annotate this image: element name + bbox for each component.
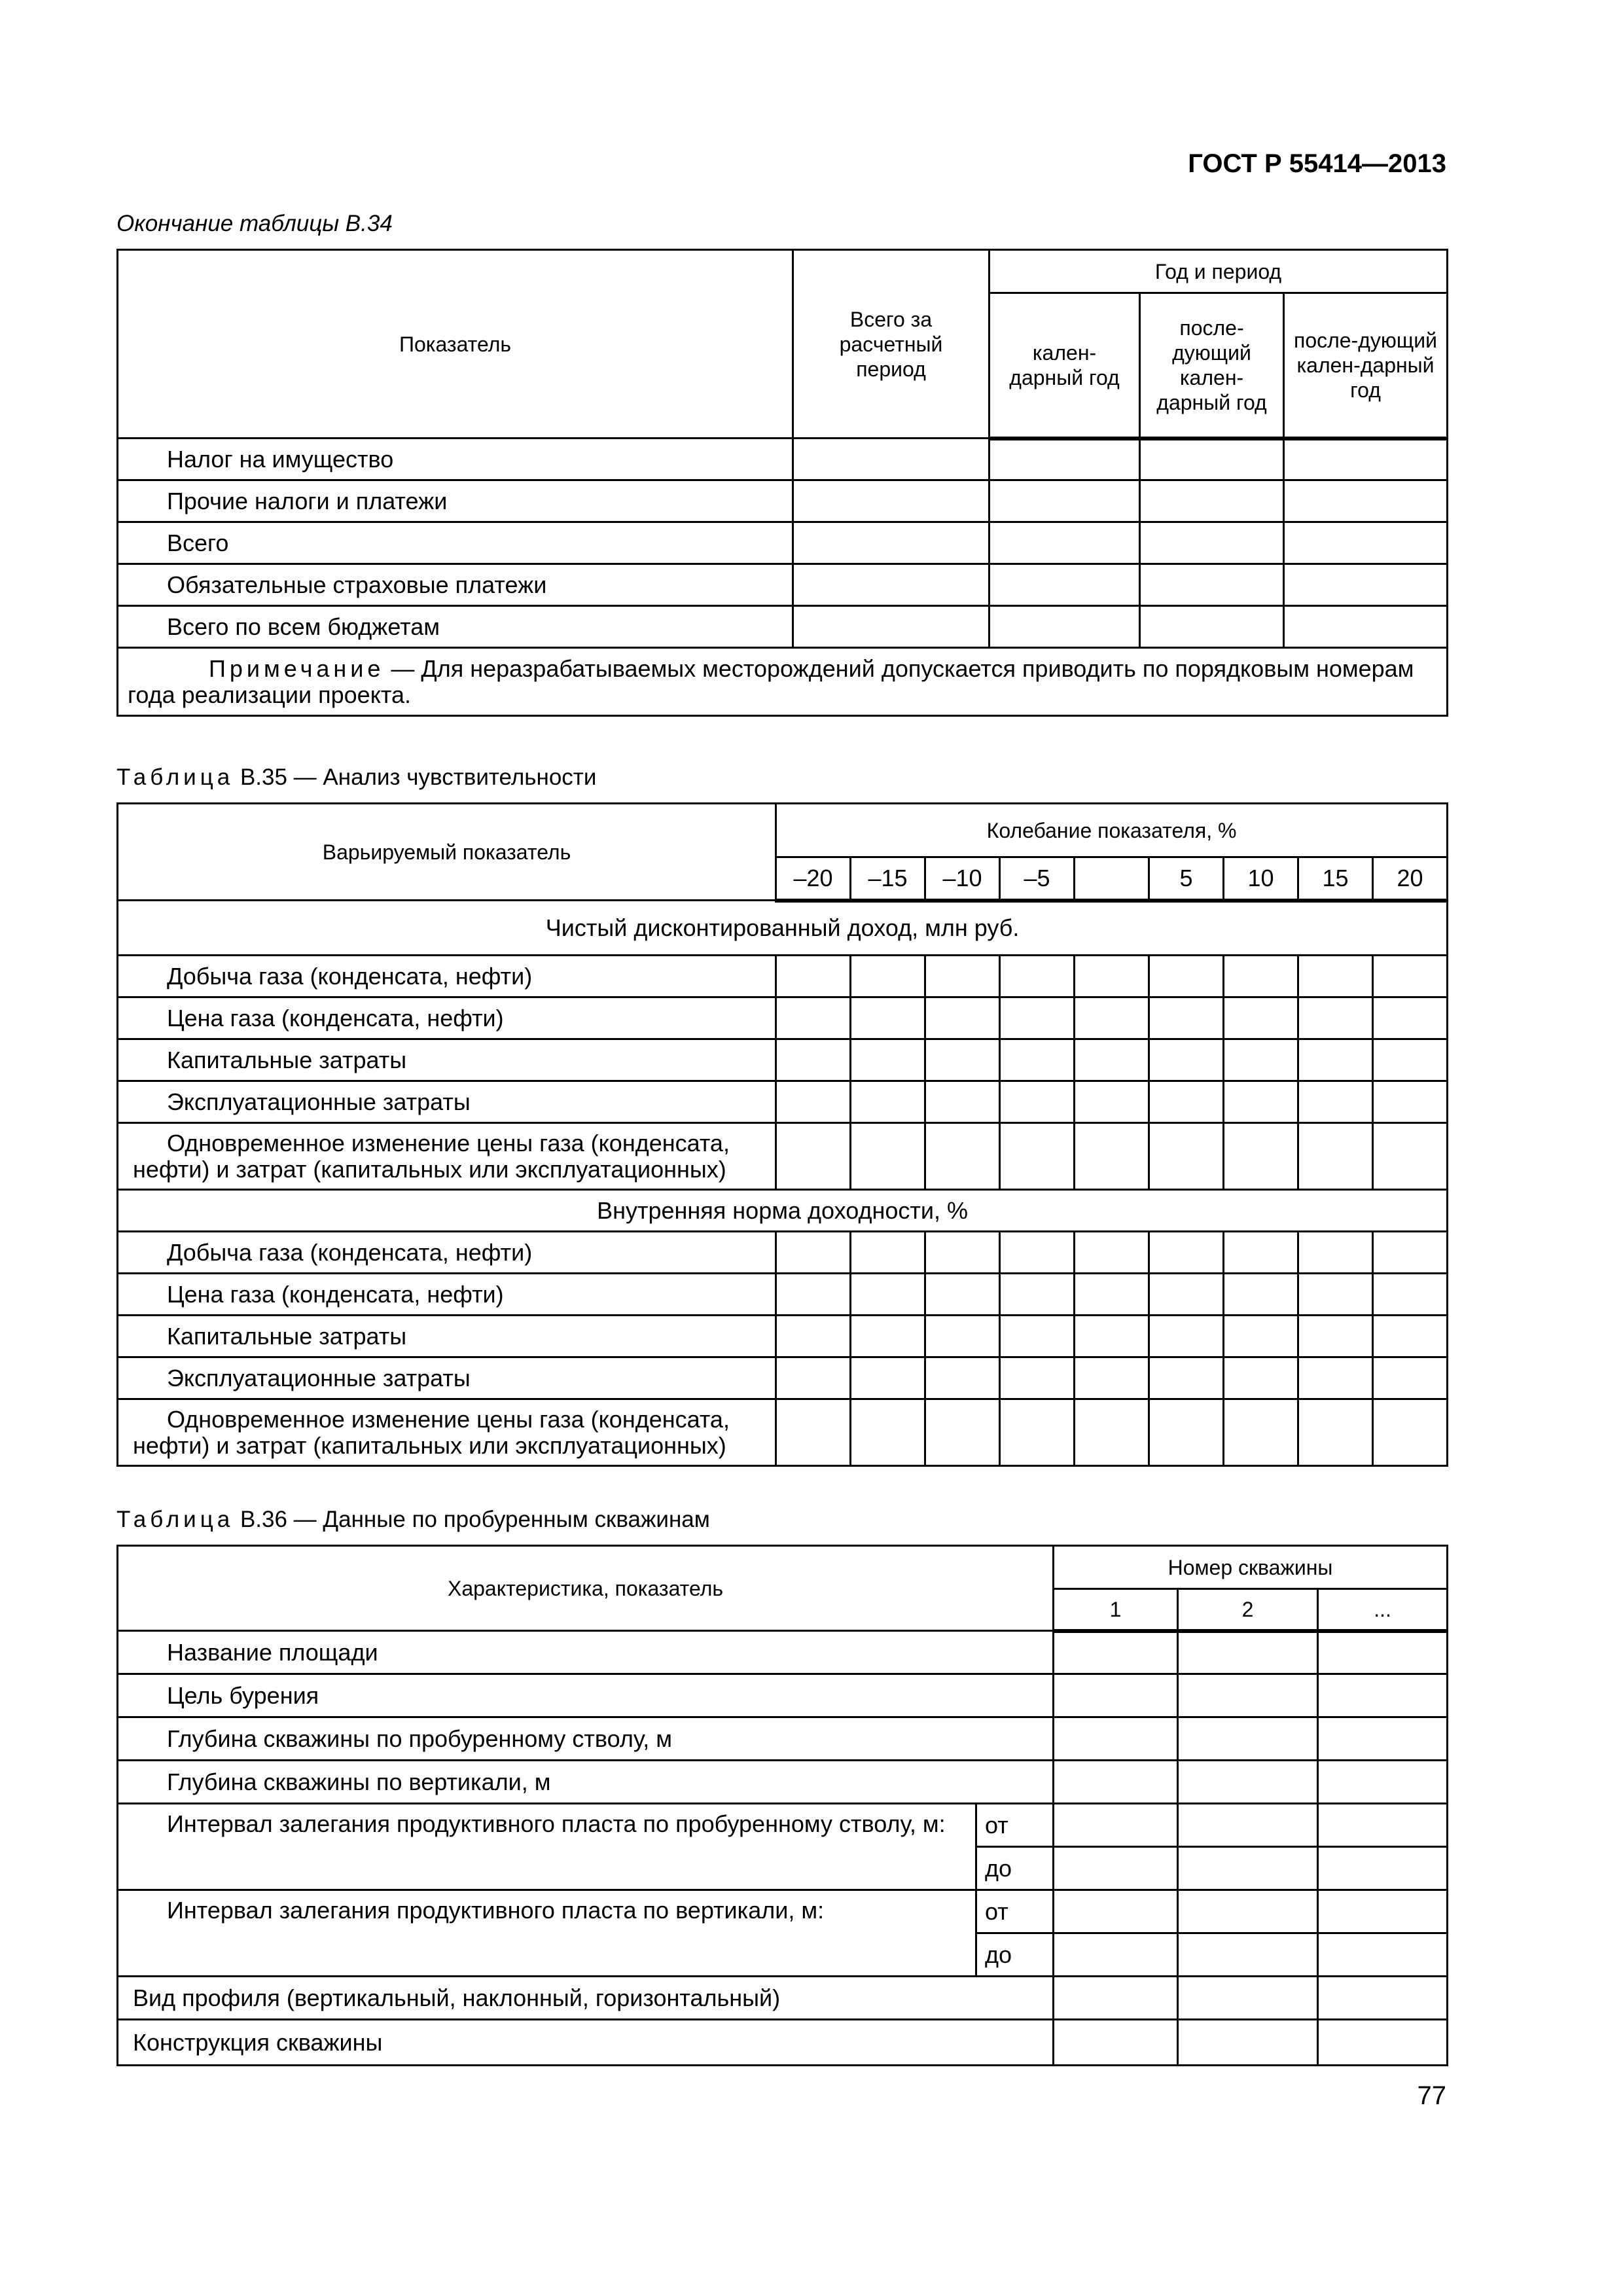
- table-row-label: Название площади: [118, 1631, 1054, 1674]
- table-b35-caption: [116, 764, 596, 791]
- section-title: Чистый дисконтированный доход, млн руб.: [118, 901, 1448, 956]
- header-year-period: Год и период: [990, 250, 1448, 293]
- table-row-label: Эксплуатационные затраты: [118, 1081, 776, 1123]
- page-number: 77: [1417, 2081, 1446, 2110]
- table-row-label: Глубина скважины по пробуренному стволу, м: [118, 1717, 1054, 1761]
- interval-from: от: [976, 1890, 1054, 1933]
- table-row-label: Одновременное изменение цены газа (конденсата, нефти) и затрат (капитальных или эксплуатационных): [118, 1399, 776, 1466]
- caption-text: В.36 — Данные по пробуренным скважинам: [234, 1507, 710, 1532]
- table-row-label: Обязательные страховые платежи: [118, 564, 793, 606]
- interval-label: Интервал залегания продуктивного пласта по пробуренному стволу, м:: [118, 1804, 976, 1890]
- fluctuation-value: 5: [1149, 857, 1224, 901]
- well-number: 2: [1178, 1589, 1318, 1631]
- caption-text: В.35 — Анализ чувствительности: [234, 764, 597, 790]
- table-row-label: Капитальные затраты: [118, 1316, 776, 1357]
- header-calendar-year: кален-дарный год: [990, 293, 1140, 439]
- table-row-label: Одновременное изменение цены газа (конденсата, нефти) и затрат (капитальных или эксплуатационных): [118, 1123, 776, 1190]
- table-note: [118, 648, 1448, 716]
- table-row-label: Добыча газа (конденсата, нефти): [118, 956, 776, 997]
- interval-to: до: [976, 1847, 1054, 1890]
- header-variable: Варьируемый показатель: [118, 804, 776, 901]
- well-number: 1: [1054, 1589, 1178, 1631]
- fluctuation-value: 15: [1298, 857, 1373, 901]
- section-title: Внутренняя норма доходности, %: [118, 1190, 1448, 1232]
- table-row-label: Конструкция скважины: [118, 2020, 1054, 2066]
- caption-label: Таблица: [116, 1507, 234, 1532]
- header-characteristic: Характеристика, показатель: [118, 1546, 1054, 1631]
- header-total: Всего за расчетный период: [793, 250, 990, 439]
- table-b34: [116, 249, 1448, 717]
- header-next-year-2: после-дующий кален-дарный год: [1284, 293, 1448, 439]
- well-number: ...: [1318, 1589, 1448, 1631]
- table-b36: [116, 1545, 1448, 2066]
- table-b35: [116, 802, 1448, 1467]
- table-row-label: Глубина скважины по вертикали, м: [118, 1761, 1054, 1804]
- fluctuation-value: 10: [1224, 857, 1298, 901]
- fluctuation-value: –5: [1000, 857, 1075, 901]
- header-fluctuation: Колебание показателя, %: [776, 804, 1448, 857]
- table-b36-caption: [116, 1507, 710, 1533]
- header-well-number: Номер скважины: [1054, 1546, 1448, 1589]
- table-row-label: Эксплуатационные затраты: [118, 1357, 776, 1399]
- fluctuation-value: –10: [925, 857, 1000, 901]
- document-code: ГОСТ Р 55414—2013: [1188, 149, 1446, 178]
- table-row-label: Налог на имущество: [118, 439, 793, 480]
- table-row-label: Вид профиля (вертикальный, наклонный, горизонтальный): [118, 1977, 1054, 2020]
- header-indicator: Показатель: [118, 250, 793, 439]
- interval-from: от: [976, 1804, 1054, 1847]
- table-row-label: Цена газа (конденсата, нефти): [118, 1274, 776, 1316]
- interval-label: Интервал залегания продуктивного пласта по вертикали, м:: [118, 1890, 976, 1977]
- table-row-label: Цель бурения: [118, 1674, 1054, 1717]
- note-label: Примечание: [209, 655, 385, 682]
- fluctuation-value: –15: [851, 857, 925, 901]
- header-next-year-1: после-дующий кален-дарный год: [1140, 293, 1284, 439]
- table-row-label: Всего по всем бюджетам: [118, 606, 793, 648]
- table-b34-caption: Окончание таблицы В.34: [116, 211, 393, 236]
- fluctuation-value: [1075, 857, 1149, 901]
- fluctuation-value: –20: [776, 857, 851, 901]
- caption-label: Таблица: [116, 764, 234, 790]
- table-row-label: Добыча газа (конденсата, нефти): [118, 1232, 776, 1274]
- table-row-label: Прочие налоги и платежи: [118, 480, 793, 522]
- table-row-label: Капитальные затраты: [118, 1039, 776, 1081]
- table-row-label: Всего: [118, 522, 793, 564]
- interval-to: до: [976, 1933, 1054, 1977]
- note-text: — Для неразрабатываемых месторождений допускается приводить по порядковым номерам года реализации проекта.: [128, 655, 1414, 708]
- table-row-label: Цена газа (конденсата, нефти): [118, 997, 776, 1039]
- fluctuation-value: 20: [1373, 857, 1448, 901]
